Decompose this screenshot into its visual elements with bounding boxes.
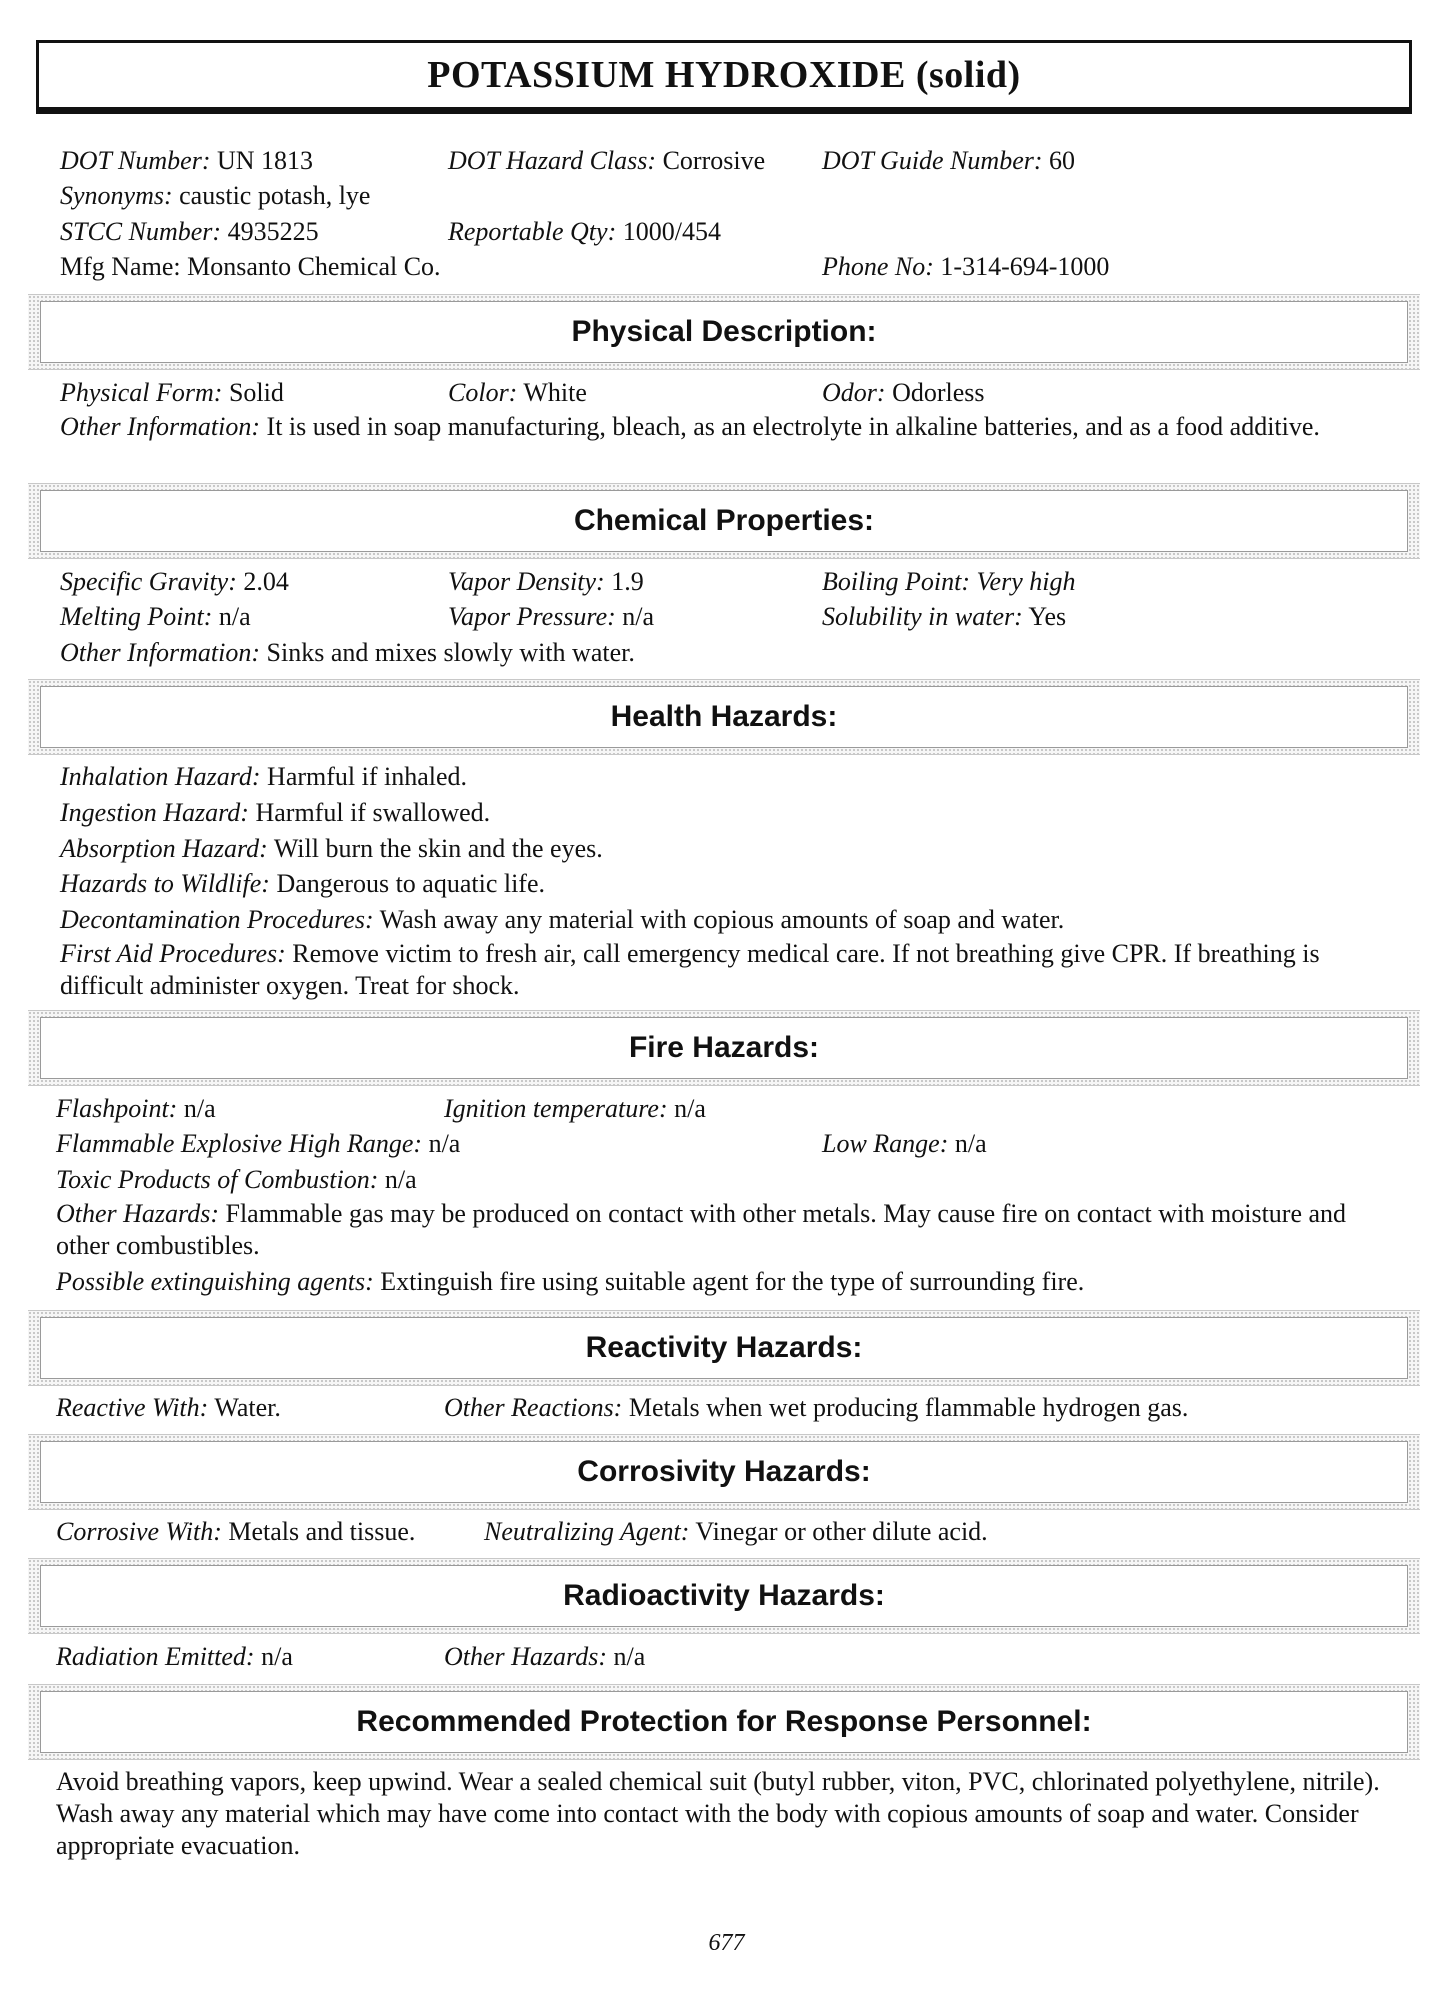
melting-point: Melting Point: n/a	[60, 602, 251, 631]
section-band-health	[28, 679, 1420, 755]
section-band-fire	[28, 1010, 1420, 1086]
dot-hazard-class: DOT Hazard Class: Corrosive	[448, 146, 766, 175]
page-number: 677	[708, 1930, 745, 1956]
section-heading-protection: Recommended Protection for Response Personnel:	[356, 1705, 1092, 1738]
low-range: Low Range: n/a	[822, 1129, 987, 1158]
reactive-with: Reactive With: Water.	[56, 1393, 281, 1422]
solubility-in-water: Solubility in water: Yes	[822, 602, 1067, 631]
reportable-qty: Reportable Qty: 1000/454	[448, 217, 721, 246]
protection-text: Avoid breathing vapors, keep upwind. Wear a sealed chemical suit (butyl rubber, viton, PVC, chlorinated polyethylene, nitrile). Wash away any material which may have come into contact with the body with copious amounts of soap and water. Consider appropriate evacuation.	[56, 1767, 1380, 1860]
title-rule	[36, 110, 1412, 114]
section-band-corrosivity	[28, 1434, 1420, 1510]
hazards-to-wildlife: Hazards to Wildlife: Dangerous to aquatic life.	[60, 869, 546, 898]
mfg-name: Mfg Name: Monsanto Chemical Co.	[60, 252, 441, 281]
vapor-pressure: Vapor Pressure: n/a	[448, 602, 655, 631]
flammable-explosive-high-range: Flammable Explosive High Range: n/a	[56, 1129, 461, 1158]
dot-guide-number: DOT Guide Number: 60	[822, 146, 1076, 175]
toxic-products-of-combustion: Toxic Products of Combustion: n/a	[56, 1165, 417, 1194]
chemical-other-information: Other Information: Sinks and mixes slowly with water.	[60, 638, 635, 667]
vapor-density: Vapor Density: 1.9	[448, 567, 644, 596]
page-title: POTASSIUM HYDROXIDE (solid)	[427, 54, 1021, 96]
phone-number: Phone No: 1-314-694-1000	[822, 252, 1110, 281]
color: Color: White	[448, 378, 587, 407]
section-band-protection	[28, 1684, 1420, 1760]
specific-gravity: Specific Gravity: 2.04	[60, 567, 289, 596]
physical-form: Physical Form: Solid	[60, 378, 284, 407]
dot-number: DOT Number: UN 1813	[60, 146, 314, 175]
section-heading-reactivity: Reactivity Hazards:	[585, 1331, 863, 1364]
section-band-radioactivity	[28, 1558, 1420, 1634]
section-heading-physical: Physical Description:	[571, 315, 877, 348]
physical-other-information: Other Information: It is used in soap manufacturing, bleach, as an electrolyte in alkaline batteries, and as a food additive.	[60, 412, 1320, 441]
section-heading-fire: Fire Hazards:	[628, 1031, 820, 1064]
fire-other-hazards: Other Hazards: Flammable gas may be produced on contact with other metals. May cause fire on contact with moisture and other combustibles.	[56, 1199, 1347, 1260]
radioactivity-other-hazards: Other Hazards: n/a	[444, 1642, 646, 1671]
neutralizing-agent: Neutralizing Agent: Vinegar or other dilute acid.	[484, 1517, 988, 1546]
other-reactions: Other Reactions: Metals when wet producing flammable hydrogen gas.	[444, 1393, 1189, 1422]
section-heading-health: Health Hazards:	[610, 700, 838, 733]
inhalation-hazard: Inhalation Hazard: Harmful if inhaled.	[60, 762, 468, 791]
section-heading-chemical: Chemical Properties:	[573, 504, 875, 537]
radiation-emitted: Radiation Emitted: n/a	[56, 1642, 293, 1671]
section-heading-corrosivity: Corrosivity Hazards:	[577, 1455, 871, 1488]
title-box	[36, 40, 1412, 110]
possible-extinguishing-agents: Possible extinguishing agents: Extinguish fire using suitable agent for the type of surrounding fire.	[56, 1267, 1085, 1296]
section-band-physical	[28, 294, 1420, 370]
corrosive-with: Corrosive With: Metals and tissue.	[56, 1517, 416, 1546]
stcc-number: STCC Number: 4935225	[60, 217, 319, 246]
boiling-point: Boiling Point: Very high	[822, 567, 1076, 596]
ignition-temperature: Ignition temperature: n/a	[444, 1094, 706, 1123]
absorption-hazard: Absorption Hazard: Will burn the skin and the eyes.	[60, 834, 603, 863]
decontamination-procedures: Decontamination Procedures: Wash away any material with copious amounts of soap and water.	[60, 905, 1065, 934]
ingestion-hazard: Ingestion Hazard: Harmful if swallowed.	[60, 798, 491, 827]
section-band-reactivity	[28, 1310, 1420, 1386]
section-band-chemical	[28, 483, 1420, 559]
odor: Odor: Odorless	[822, 378, 985, 407]
section-heading-radioactivity: Radioactivity Hazards:	[563, 1579, 885, 1612]
first-aid-procedures: First Aid Procedures: Remove victim to fresh air, call emergency medical care. If not breathing give CPR. If breathing is difficult administer oxygen. Treat for shock.	[60, 939, 1320, 1000]
synonyms: Synonyms: caustic potash, lye	[60, 181, 371, 210]
flashpoint: Flashpoint: n/a	[56, 1094, 216, 1123]
